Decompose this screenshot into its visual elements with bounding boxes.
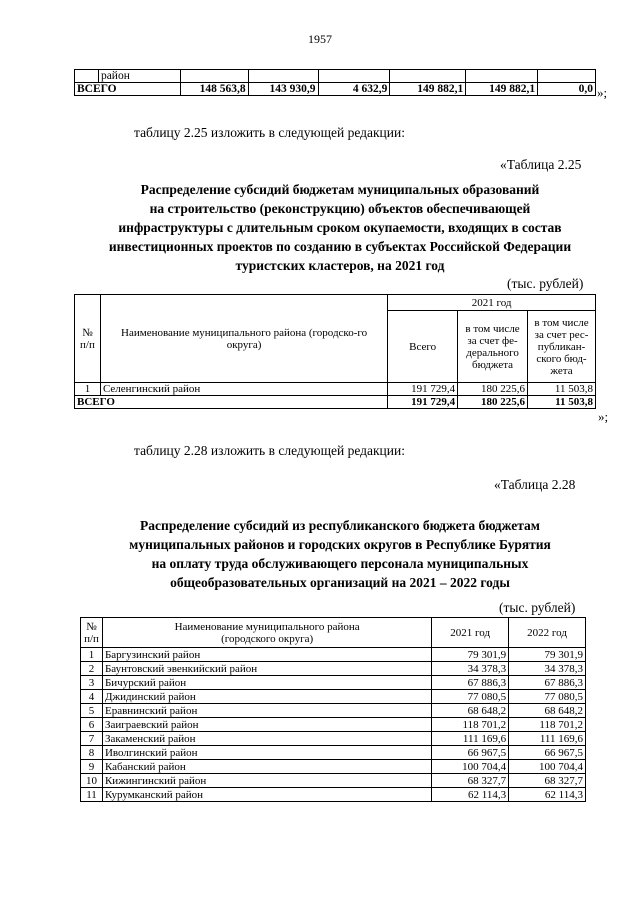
table-row — [81, 732, 586, 746]
table-row — [81, 760, 586, 774]
row-2021: 111 169,6 — [432, 732, 509, 746]
total-label: ВСЕГО — [75, 396, 388, 409]
row-2022: 68 327,7 — [509, 774, 586, 788]
row-name: Заиграевский район — [102, 718, 431, 732]
row-number: 1 — [75, 383, 101, 396]
total-value: 180 225,6 — [458, 396, 528, 409]
row-2022: 77 080,5 — [509, 690, 586, 704]
row-name: Кижингинский район — [102, 774, 431, 788]
title-line: Распределение субсидий из республиканского бюджета бюджетам — [140, 518, 540, 533]
total-value: 0,0 — [538, 83, 596, 96]
total-value: 191 729,4 — [388, 396, 458, 409]
title-line: Распределение субсидий бюджетам муниципальных образований — [140, 182, 540, 197]
row-2022: 68 648,2 — [509, 704, 586, 718]
header-text: публикан- — [537, 340, 586, 353]
title-line: туристских кластеров, на 2021 год — [235, 258, 445, 273]
total-value: 4 632,9 — [318, 83, 390, 96]
total-value: 11 503,8 — [528, 396, 596, 409]
table-row — [75, 383, 596, 396]
row-name: Курумканский район — [102, 788, 431, 802]
title-line: инфраструктуры с длительным сроком окупаемости, входящих в состав — [118, 220, 562, 235]
instruction-text: таблицу 2.25 изложить в следующей редакции: — [134, 125, 405, 140]
instruction-text: таблицу 2.28 изложить в следующей редакции: — [134, 443, 405, 458]
table-row — [81, 746, 586, 760]
row-2021: 118 701,2 — [432, 718, 509, 732]
row-name: Закаменский район — [102, 732, 431, 746]
header-text: (городского округа) — [221, 632, 314, 645]
row-number: 7 — [81, 732, 103, 746]
table-label: «Таблица 2.25 — [500, 157, 582, 172]
row-name: Еравнинский район — [102, 704, 431, 718]
header-text: № — [86, 620, 97, 633]
row-2021: 67 886,3 — [432, 676, 509, 690]
header-number — [81, 618, 103, 648]
table-2-28 — [80, 617, 586, 802]
row-name: Баунтовский эвенкийский район — [102, 662, 431, 676]
row-name: Баргузинский район — [102, 648, 431, 662]
row-2022: 100 704,4 — [509, 760, 586, 774]
header-total: Всего — [388, 311, 458, 383]
header-text: п/п — [84, 632, 99, 645]
header-name: Наименование муниципального района (городско-го округа) — [100, 295, 387, 383]
table-row — [81, 704, 586, 718]
title-line: на строительство (реконструкцию) объектов обеспечивающей — [149, 201, 531, 216]
row-2021: 68 648,2 — [432, 704, 509, 718]
table-label: «Таблица 2.28 — [494, 477, 576, 492]
table-row — [81, 690, 586, 704]
row-2022: 62 114,3 — [509, 788, 586, 802]
header-2022: 2022 год — [509, 618, 586, 648]
row-number: 10 — [81, 774, 103, 788]
row-number: 2 — [81, 662, 103, 676]
row-number: 1 — [81, 648, 103, 662]
title-line: на оплату труда обслуживающего персонала муниципальных — [151, 556, 529, 571]
header-text: в том числе — [465, 322, 520, 335]
row-number: 6 — [81, 718, 103, 732]
header-text: за счет фе- — [467, 334, 518, 347]
row-number: 11 — [81, 788, 103, 802]
previous-table-fragment — [74, 69, 596, 96]
table-row — [81, 788, 586, 802]
row-2021: 79 301,9 — [432, 648, 509, 662]
row-name: Бичурский район — [102, 676, 431, 690]
row-2022: 67 886,3 — [509, 676, 586, 690]
header-republic — [528, 311, 596, 383]
table-row-total — [75, 83, 596, 96]
table-2-25 — [74, 294, 596, 409]
header-text: № — [82, 326, 93, 339]
row-2021: 68 327,7 — [432, 774, 509, 788]
row-total: 191 729,4 — [388, 383, 458, 396]
total-value: 149 882,1 — [466, 83, 538, 96]
closing-quote: »; — [598, 409, 609, 424]
closing-quote: »; — [597, 85, 608, 100]
header-text: жета — [550, 364, 573, 377]
row-2022: 79 301,9 — [509, 648, 586, 662]
total-value: 143 930,9 — [248, 83, 318, 96]
row-fragment-text: район — [98, 70, 180, 83]
row-name: Кабанский район — [102, 760, 431, 774]
row-2021: 100 704,4 — [432, 760, 509, 774]
header-2021: 2021 год — [432, 618, 509, 648]
row-name: Джидинский район — [102, 690, 431, 704]
table-title — [70, 516, 610, 592]
table-title — [60, 180, 620, 275]
header-text: бюджета — [472, 358, 514, 371]
row-name: Селенгинский район — [100, 383, 387, 396]
total-value: 148 563,8 — [180, 83, 248, 96]
total-value: 149 882,1 — [390, 83, 466, 96]
header-row — [81, 618, 586, 648]
row-number: 9 — [81, 760, 103, 774]
row-2021: 66 967,5 — [432, 746, 509, 760]
row-number: 5 — [81, 704, 103, 718]
header-text: ского бюд- — [536, 352, 587, 365]
row-2022: 66 967,5 — [509, 746, 586, 760]
header-federal — [458, 311, 528, 383]
table-row — [81, 662, 586, 676]
row-number: 8 — [81, 746, 103, 760]
header-text: Наименование муниципального района — [174, 620, 360, 633]
title-line: инвестиционных проектов по созданию в субъектах Российской Федерации — [108, 239, 572, 254]
title-line: общеобразовательных организаций на 2021 – 2022 годы — [170, 575, 510, 590]
unit-label: (тыс. рублей) — [499, 600, 576, 615]
table-row — [81, 676, 586, 690]
row-2021: 62 114,3 — [432, 788, 509, 802]
header-text: дерального — [466, 346, 519, 359]
row-2022: 118 701,2 — [509, 718, 586, 732]
table-row — [75, 70, 596, 83]
row-number: 4 — [81, 690, 103, 704]
page-number: 1957 — [308, 32, 332, 46]
header-row — [75, 295, 596, 311]
unit-label: (тыс. рублей) — [507, 276, 584, 291]
header-text: п/п — [80, 338, 95, 351]
table-row-total — [75, 396, 596, 409]
title-line: муниципальных районов и городских округов в Республике Бурятия — [129, 537, 551, 552]
header-text: за счет рес- — [534, 328, 589, 341]
row-name: Иволгинский район — [102, 746, 431, 760]
table-row — [81, 718, 586, 732]
table-row — [81, 774, 586, 788]
row-number: 3 — [81, 676, 103, 690]
row-2022: 34 378,3 — [509, 662, 586, 676]
header-number — [75, 295, 101, 383]
row-federal: 180 225,6 — [458, 383, 528, 396]
row-2021: 77 080,5 — [432, 690, 509, 704]
row-republic: 11 503,8 — [528, 383, 596, 396]
row-2022: 111 169,6 — [509, 732, 586, 746]
table-row — [81, 648, 586, 662]
row-2021: 34 378,3 — [432, 662, 509, 676]
total-label: ВСЕГО — [75, 83, 181, 96]
header-name — [102, 618, 431, 648]
header-year: 2021 год — [388, 295, 596, 311]
header-text: в том числе — [534, 316, 589, 329]
